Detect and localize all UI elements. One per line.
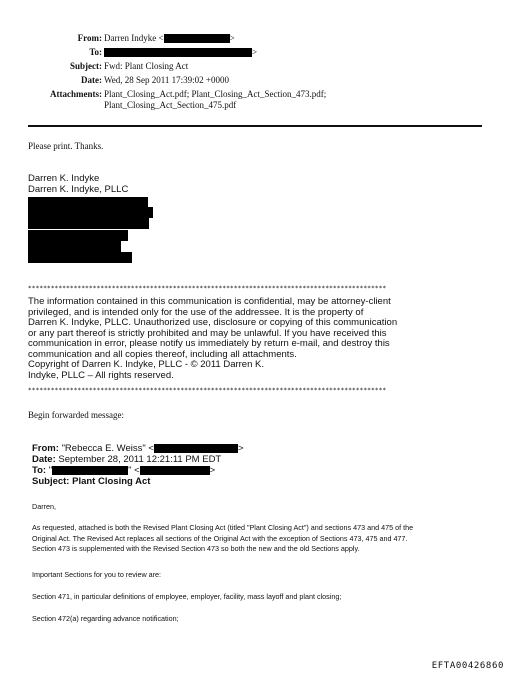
forwarded-subject-label: Subject: <box>32 476 70 487</box>
redaction-box <box>28 207 153 218</box>
redaction-box <box>52 466 128 475</box>
forwarded-subject-row <box>32 477 150 488</box>
forwarded-to-mid: " < <box>128 465 140 477</box>
disclaimer-line: or any part thereof is strictly prohibited and may be unlawful. If you have received this <box>28 327 387 339</box>
redaction-box <box>28 218 149 229</box>
disclaimer <box>28 297 397 381</box>
paragraph-line: As requested, attached is both the Revised Plant Closing Act (titled "Plant Closing Act") and sections 473 and 475 of the <box>32 523 414 532</box>
redaction-box <box>104 48 252 57</box>
header-divider <box>28 125 482 127</box>
attachment-link[interactable]: Plant_Closing_Act.pdf; Plant_Closing_Act_Section_473.pdf; <box>104 89 327 99</box>
header-from-tail: > <box>229 33 235 43</box>
stars-divider-top: ********************************************************************************************** <box>28 285 387 292</box>
header-date-label: Date: <box>81 75 102 85</box>
redaction-box <box>154 444 238 453</box>
forwarded-from-tail: > <box>237 443 244 455</box>
disclaimer-line: Darren K. Indyke, PLLC. Unauthorized use, disclosure or copying of this communication <box>28 317 398 328</box>
forwarded-from-row <box>32 444 244 455</box>
disclaimer-line: communication in error, please notify us immediately by return e-mail, and destroy this <box>28 338 390 349</box>
header-date-value: Wed, 28 Sep 2011 17:39:02 +0000 <box>104 75 230 85</box>
disclaimer-line: The information contained in this communication is confidential, may be attorney-client <box>28 296 391 307</box>
redaction-box <box>28 252 132 263</box>
forwarded-date-row <box>32 455 221 466</box>
forwarded-to-value: " <box>48 465 53 477</box>
important-sections-text: Important Sections for you to review are: <box>32 570 162 579</box>
header-to-label: To: <box>89 47 102 57</box>
attachment-link[interactable]: Plant_Closing_Act_Section_475.pdf <box>104 100 237 110</box>
header-subject-value: Fwd: Plant Closing Act <box>104 61 189 71</box>
forwarded-to-row <box>32 466 215 477</box>
forwarded-date-label: Date: <box>32 454 56 465</box>
header-from-value: Darren Indyke < <box>104 33 164 43</box>
disclaimer-line: privileged, and is intended only for the use of the addressee. It is the property of <box>28 306 364 318</box>
disclaimer-line: Copyright of Darren K. Indyke, PLLC - © 2011 Darren K. <box>28 359 264 370</box>
header-subject-label: Subject: <box>70 61 102 71</box>
paragraph-line: Section 473 is supplemented with the Revised Section 473 so both the new and the old Sections apply. <box>32 544 360 553</box>
forwarded-to-tail: > <box>209 465 216 477</box>
stars-divider-bottom: ********************************************************************************************** <box>28 387 387 394</box>
signature-name: Darren K. Indyke <box>28 173 100 184</box>
disclaimer-line: communication and all copies thereof, including all attachments. <box>28 348 297 360</box>
forwarded-from-value: "Rebecca E. Weiss" < <box>61 443 154 455</box>
message-greeting: Darren, <box>32 502 56 511</box>
forwarded-from-label: From: <box>32 443 59 455</box>
section-471-text: Section 471, in particular definitions of employee, employer, facility, mass layoff and plant closing; <box>32 592 342 601</box>
redaction-box <box>164 34 230 43</box>
header-attachments-label: Attachments: <box>50 89 102 99</box>
forwarded-subject-value: Plant Closing Act <box>72 476 151 487</box>
section-472-text: Section 472(a) regarding advance notification; <box>32 614 179 623</box>
paragraph-line: Original Act. The Revised Act replaces all sections of the Original Act with the exception of Sections 473, 475 and 477. <box>32 533 408 543</box>
header-to-tail: > <box>252 47 258 57</box>
please-print-text: Please print. Thanks. <box>28 141 104 151</box>
begin-forwarded-text: Begin forwarded message: <box>28 410 124 420</box>
message-paragraph <box>32 523 482 555</box>
forwarded-date-value: September 28, 2011 12:21:11 PM EDT <box>58 454 222 465</box>
redaction-box <box>28 241 121 252</box>
disclaimer-line: Indyke, PLLC – All rights reserved. <box>28 369 174 381</box>
redaction-box <box>140 466 210 475</box>
forwarded-to-label: To: <box>32 465 47 477</box>
redaction-box <box>28 230 128 241</box>
signature-firm: Darren K. Indyke, PLLC <box>28 184 129 195</box>
header-from-label: From: <box>77 33 102 43</box>
bates-number: EFTA00426860 <box>431 661 504 671</box>
redaction-box <box>28 197 148 207</box>
